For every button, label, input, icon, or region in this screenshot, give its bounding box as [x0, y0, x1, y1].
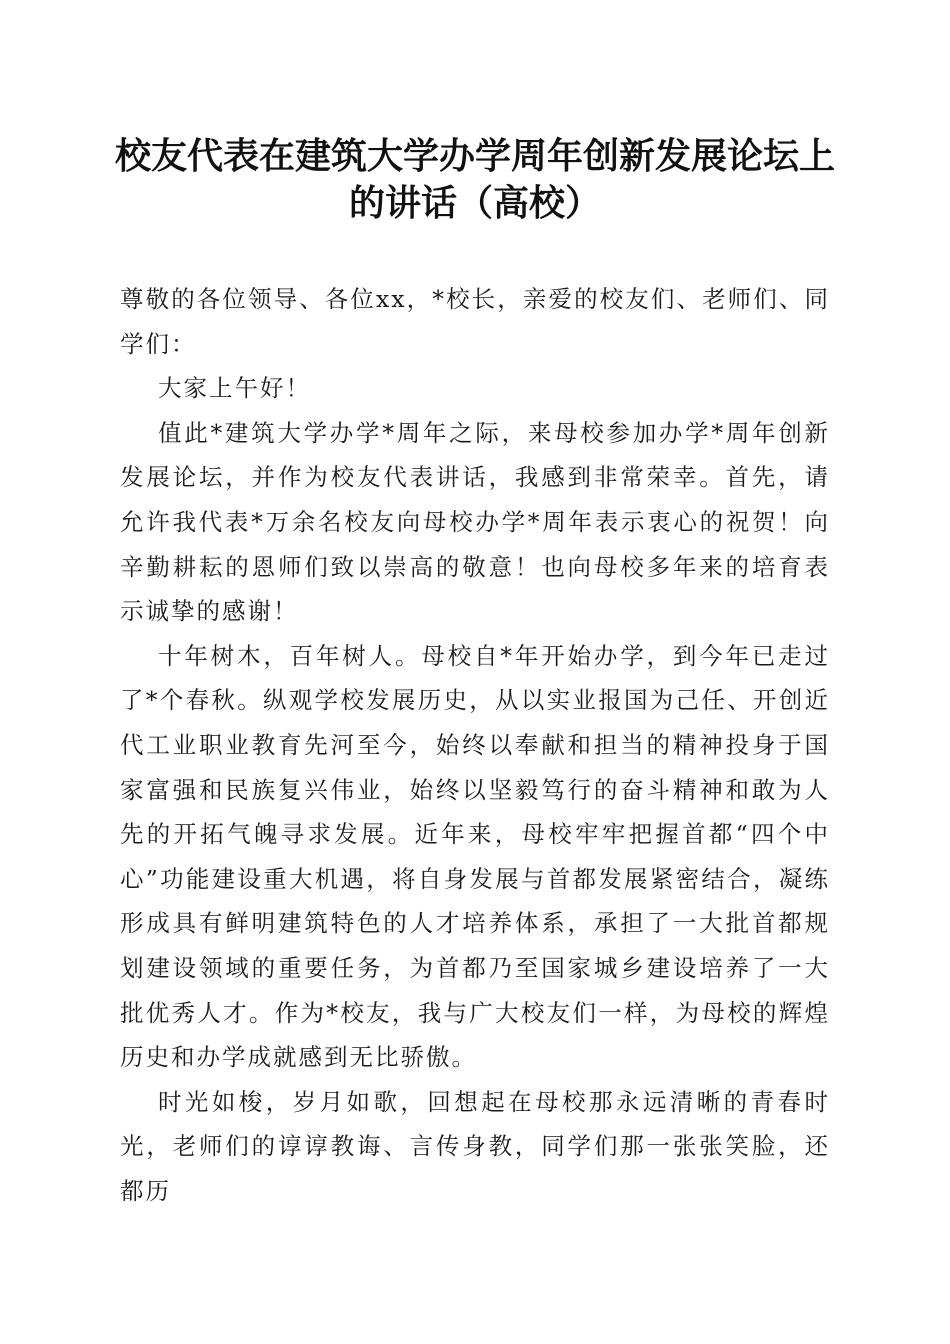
- salutation-paragraph: 尊敬的各位领导、各位xx，*校长，亲爱的校友们、老师们、同学们：: [120, 285, 830, 358]
- greeting-paragraph: 大家上午好！: [158, 374, 311, 403]
- document-title: [100, 133, 850, 227]
- title-line-2: 的讲话（高校）: [348, 182, 601, 224]
- body-paragraph: 时光如梭，岁月如歌，回想起在母校那永远清晰的青春时光，老师们的谆谆教诲、言传身教，同学们那一张张笑脸，还都历: [120, 1087, 830, 1205]
- body-paragraph: 值此*建筑大学办学*周年之际，来母校参加办学*周年创新发展论坛，并作为校友代表讲话，我感到非常荣幸。首先，请允许我代表*万余名校友向母校办学*周年表示衷心的祝贺！向辛勤耕耘的恩师们致以崇高的敬意！也向母校多年来的培育表示诚挚的感谢！: [120, 418, 830, 626]
- title-line-1: 校友代表在建筑大学办学周年创新发展论坛上: [114, 135, 835, 177]
- document-body: [120, 277, 830, 1213]
- body-paragraph: 十年树木，百年树人。母校自*年开始办学，到今年已走过了*个春秋。纵观学校发展历史，从以实业报国为己任、开创近代工业职业教育先河至今，始终以奉献和担当的精神投身于国家富强和民族复兴伟业，始终以坚毅笃行的奋斗精神和敢为人先的开拓气魄寻求发展。近年来，母校牢牢把握首都“四个中心”功能建设重大机遇，将自身发展与首都发展紧密结合，凝练形成具有鲜明建筑特色的人才培养体系，承担了一大批首都规划建设领域的重要任务，为首都乃至国家城乡建设培养了一大批优秀人才。作为*校友，我与广大校友们一样，为母校的辉煌历史和办学成就感到无比骄傲。: [120, 641, 830, 1072]
